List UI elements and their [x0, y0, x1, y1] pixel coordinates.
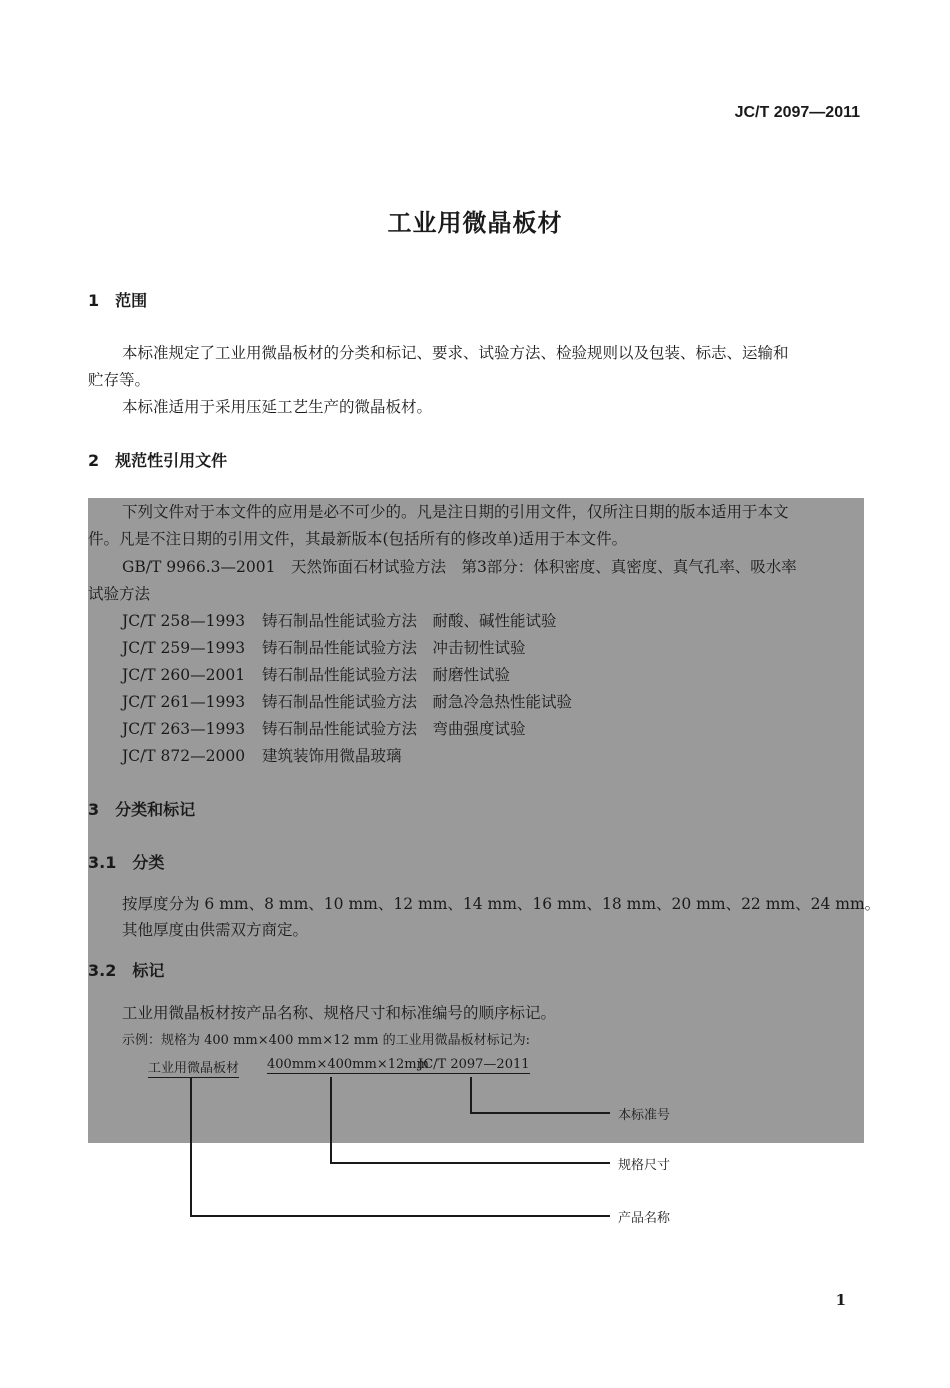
example-caption: 示例：规格为 400 mm×400 mm×12 mm 的工业用微晶板材标记为:: [122, 1033, 530, 1048]
standard-code: JC/T 2097—2011: [734, 104, 860, 121]
sec31-paragraph-1: 按厚度分为 6 mm、8 mm、10 mm、12 mm、14 mm、16 mm、18 mm、20 mm、22 mm、24 mm。: [122, 895, 881, 913]
ref-title: 铸石制品性能试验方法 耐磨性试验: [262, 666, 511, 684]
connector-std-vertical: [470, 1077, 472, 1113]
ref-gb-line-2: 试验方法: [88, 585, 151, 603]
sec2-paragraph-line-2: 件。凡是不注日期的引用文件，其最新版本(包括所有的修改单)适用于本文件。: [88, 530, 628, 548]
section-3-1-heading: 3.1 分类: [88, 853, 165, 872]
section-3-heading: 3 分类和标记: [88, 800, 196, 819]
label-standard-number: 本标准号: [618, 1108, 671, 1123]
connector-name-vertical: [190, 1077, 192, 1216]
section-1-heading: 1 范围: [88, 291, 148, 310]
sec31-paragraph-2: 其他厚度由供需双方商定。: [122, 921, 309, 939]
label-size: 规格尺寸: [618, 1158, 671, 1173]
mark-standard: JC/T 2097—2011: [418, 1057, 530, 1072]
ref-code: JC/T 261—1993: [122, 693, 246, 711]
ref-item: [122, 636, 526, 658]
sec32-paragraph: 工业用微晶板材按产品名称、规格尺寸和标准编号的顺序标记。: [122, 1004, 557, 1022]
mark-size: 400mm×400mm×12mm: [267, 1057, 429, 1072]
mark-product-name: 工业用微晶板材: [148, 1061, 240, 1076]
ref-item: [122, 744, 402, 766]
ref-item: [122, 690, 572, 712]
ref-code: JC/T 263—1993: [122, 720, 246, 738]
ref-item: [122, 663, 510, 685]
ref-title: 铸石制品性能试验方法 耐急冷急热性能试验: [262, 693, 573, 711]
ref-title: 铸石制品性能试验方法 弯曲强度试验: [262, 720, 526, 738]
ref-code: JC/T 259—1993: [122, 639, 246, 657]
ref-gb-line-1: GB/T 9966.3—2001 天然饰面石材试验方法 第3部分：体积密度、真密度、真气孔率、吸水率: [122, 558, 797, 576]
ref-title: 铸石制品性能试验方法 耐酸、碱性能试验: [262, 612, 557, 630]
ref-item: [122, 609, 557, 631]
sec1-paragraph-1-line-1: 本标准规定了工业用微晶板材的分类和标记、要求、试验方法、检验规则以及包装、标志、运输和: [122, 344, 789, 362]
ref-code: JC/T 258—1993: [122, 612, 246, 630]
sec1-paragraph-1-line-2: 贮存等。: [88, 371, 151, 389]
connector-name-horizontal: [190, 1215, 610, 1217]
label-product-name: 产品名称: [618, 1211, 671, 1226]
sec1-paragraph-2: 本标准适用于采用压延工艺生产的微晶板材。: [122, 398, 433, 416]
ref-code: JC/T 260—2001: [122, 666, 246, 684]
section-2-heading: 2 规范性引用文件: [88, 451, 228, 470]
connector-size-horizontal: [330, 1162, 610, 1164]
ref-title: 铸石制品性能试验方法 冲击韧性试验: [262, 639, 526, 657]
ref-title: 建筑装饰用微晶玻璃: [262, 747, 402, 765]
ref-item: [122, 717, 526, 739]
sec2-paragraph-line-1: 下列文件对于本文件的应用是必不可少的。凡是注日期的引用文件，仅所注日期的版本适用于本文: [122, 503, 789, 521]
ref-code: JC/T 872—2000: [122, 747, 246, 765]
document-title: 工业用微晶板材: [387, 209, 563, 237]
connector-std-horizontal: [470, 1112, 610, 1114]
connector-size-vertical: [330, 1077, 332, 1163]
section-3-2-heading: 3.2 标记: [88, 961, 165, 980]
page-number: 1: [835, 1291, 846, 1309]
